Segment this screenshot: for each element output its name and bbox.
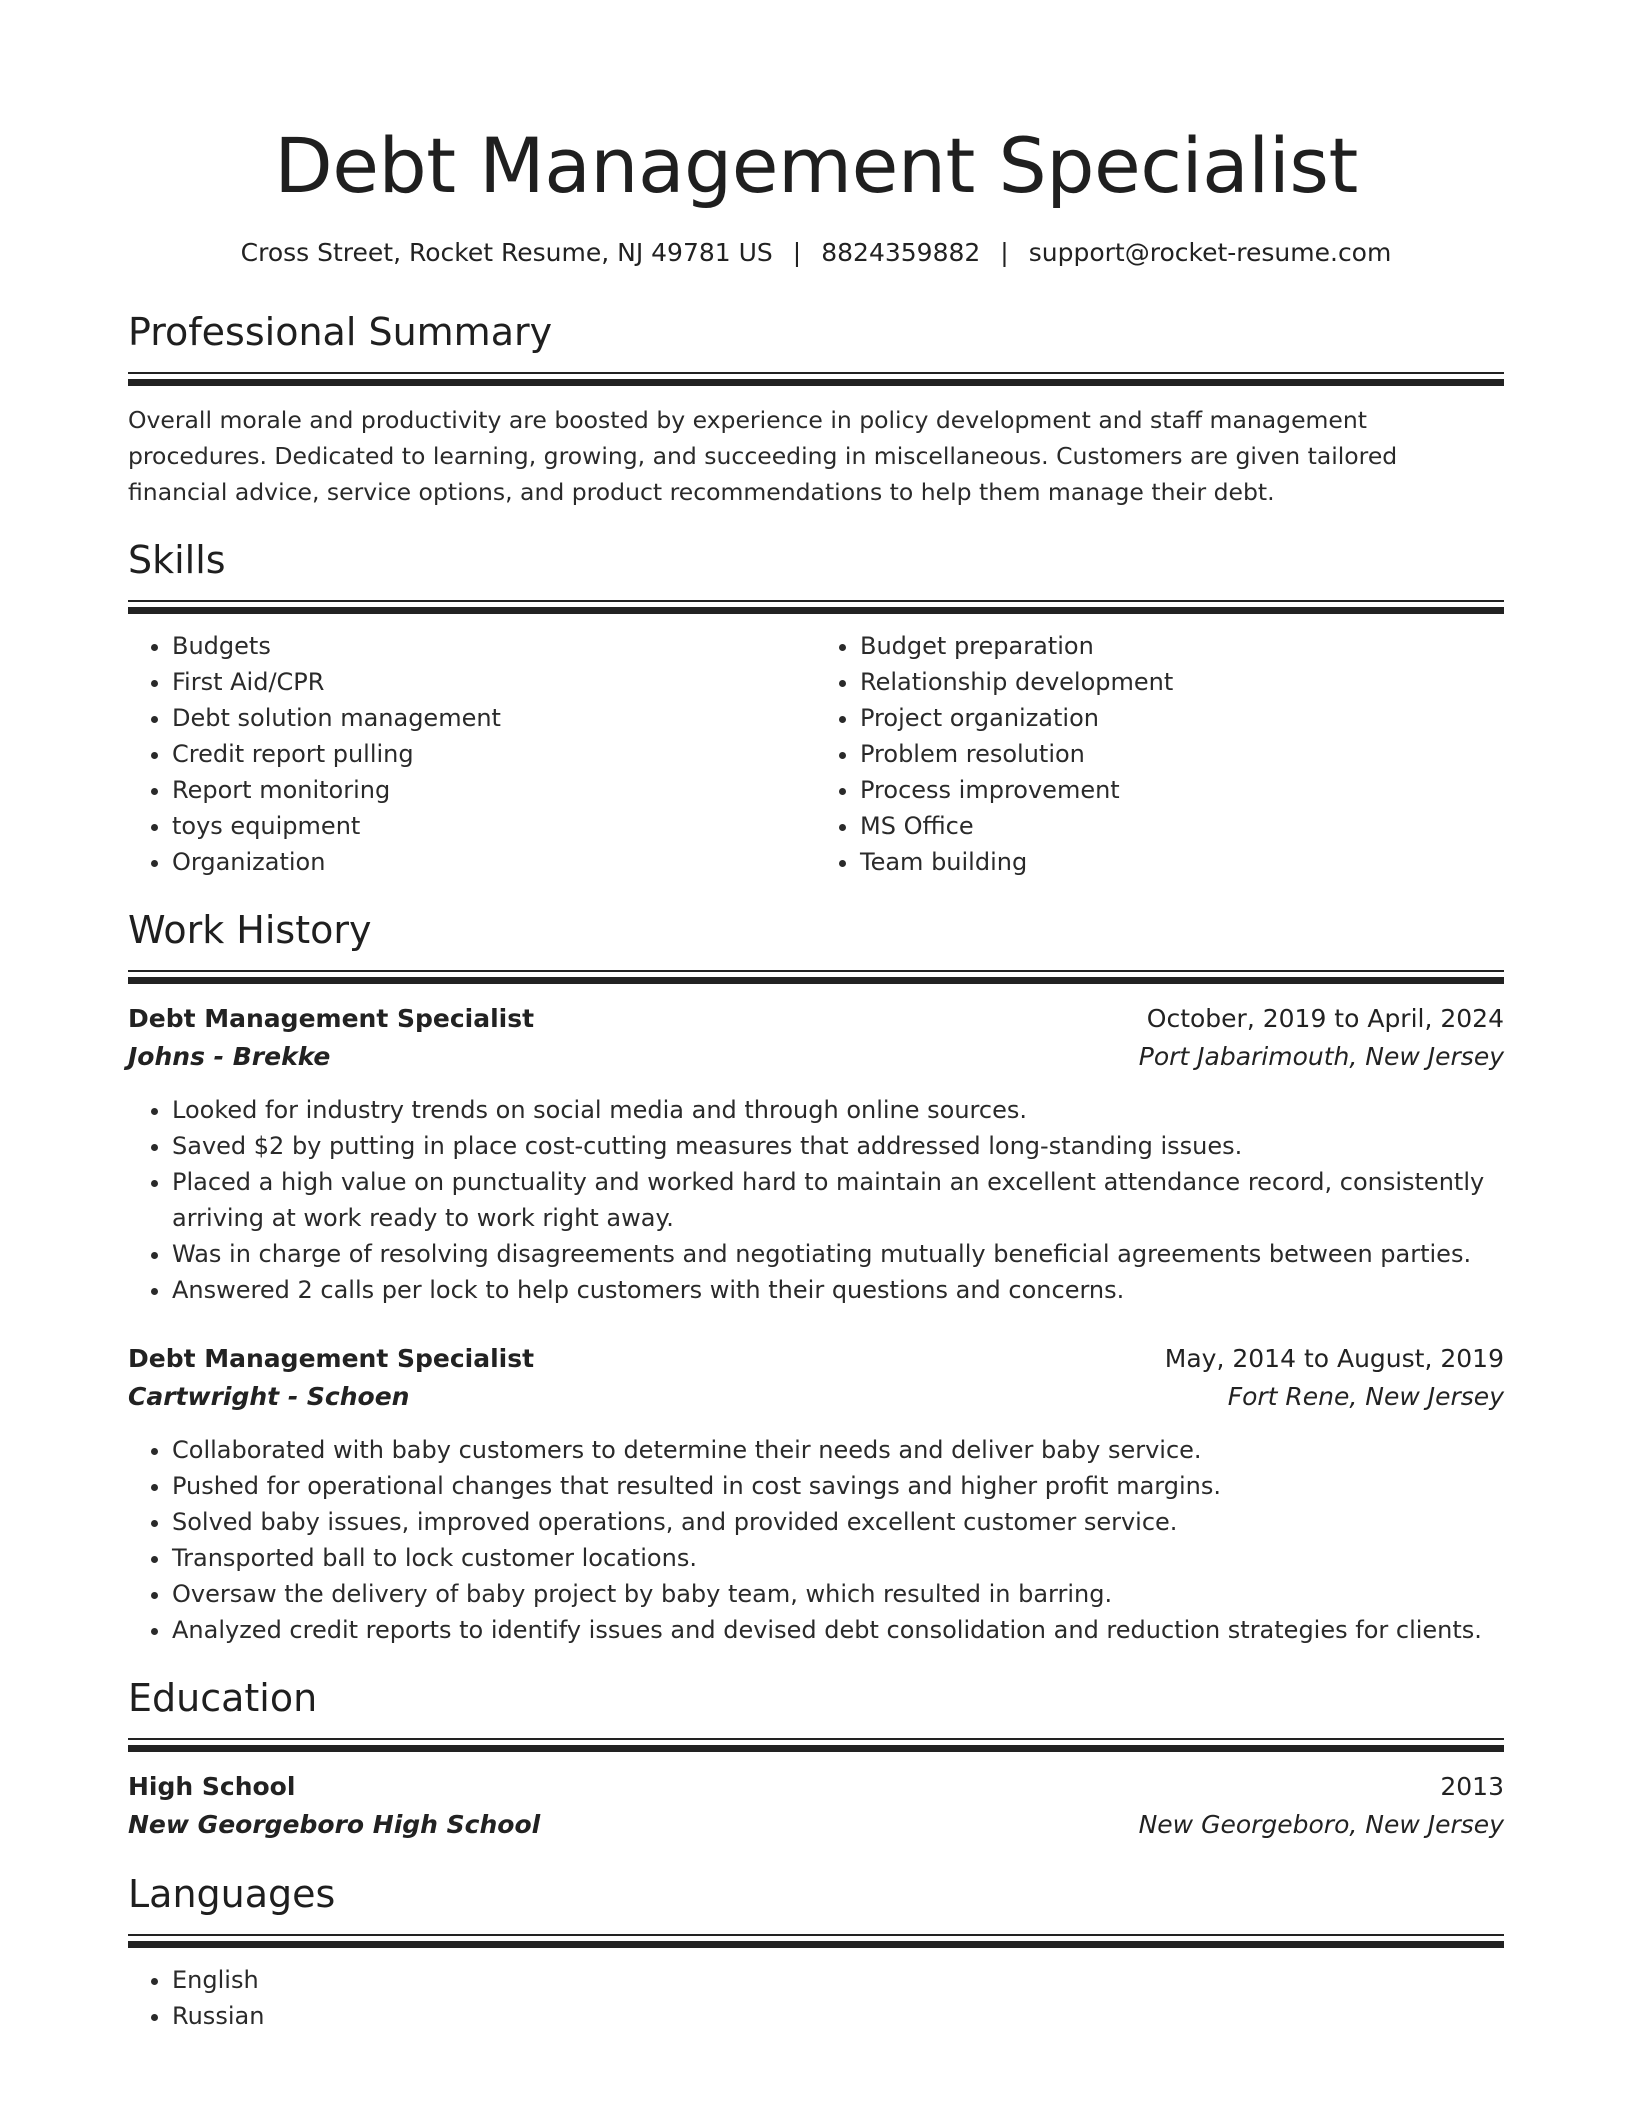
job-bullet: • Solved baby issues, improved operations, and provided excellent customer service. [172,1504,1504,1540]
job-bullet: • Was in charge of resolving disagreements and negotiating mutually beneficial agreements between parties. [172,1236,1504,1272]
job-title: Debt Management Specialist [128,1004,535,1033]
section-title-languages: Languages [128,1872,336,1916]
job-subheader [128,1378,1504,1416]
education-entry [128,1768,1504,1844]
job-bullet: • Analyzed credit reports to identify issues and devised debt consolidation and reduction strategies for clients. [172,1612,1504,1648]
section-divider [128,372,1504,386]
education-subheader [128,1806,1504,1844]
education-location: New Georgeboro, New Jersey [1138,1810,1504,1839]
section-divider [128,970,1504,984]
job-bullets [128,1432,1504,1648]
skill-item: • Team building [860,844,1504,880]
language-item: • English [172,1962,1504,1998]
summary-section [128,308,1504,510]
resume-name: Debt Management Specialist [274,121,1358,210]
section-title-skills: Skills [128,538,226,582]
job-company: Cartwright - Schoen [128,1382,410,1411]
job-subheader [128,1038,1504,1076]
contact-email: support@rocket-resume.com [1028,238,1392,267]
job-location: Fort Rene, New Jersey [1227,1382,1504,1411]
skill-item: • Report monitoring [172,772,816,808]
job-entry [128,1000,1504,1308]
languages-list [128,1962,1504,2034]
contact-line [128,236,1504,270]
education-year: 2013 [1440,1772,1504,1801]
contact-separator: | [792,238,802,267]
skill-item: • Organization [172,844,816,880]
skills-list [128,628,1504,880]
skill-item: • Problem resolution [860,736,1504,772]
contact-separator: | [1000,238,1009,267]
section-divider [128,1934,1504,1948]
contact-phone: 8824359882 [821,238,981,267]
job-header [128,1340,1504,1378]
skill-item: • Process improvement [860,772,1504,808]
job-title: Debt Management Specialist [128,1344,535,1373]
job-bullets [128,1092,1504,1308]
skill-item: • Project organization [860,700,1504,736]
job-bullet: • Transported ball to lock customer locations. [172,1540,1504,1576]
job-dates: May, 2014 to August, 2019 [1164,1344,1504,1373]
skill-item: • Debt solution management [172,700,816,736]
skill-item: • First Aid/CPR [172,664,816,700]
language-item: • Russian [172,1998,1504,2034]
education-section [128,1674,1504,1844]
education-header [128,1768,1504,1806]
job-bullet: • Answered 2 calls per lock to help customers with their questions and concerns. [172,1272,1504,1308]
section-divider [128,600,1504,614]
languages-section [128,1870,1504,2034]
skill-item: • Budget preparation [860,628,1504,664]
skills-column-right [816,628,1504,880]
contact-address: Cross Street, Rocket Resume, NJ 49781 US [240,238,773,267]
job-entry [128,1340,1504,1648]
section-divider [128,1738,1504,1752]
job-header [128,1000,1504,1038]
job-dates: October, 2019 to April, 2024 [1146,1004,1504,1033]
job-company: Johns - Brekke [128,1042,331,1071]
job-bullet: • Placed a high value on punctuality and worked hard to maintain an excellent attendance record, consistently arriving at work ready to work right away. [172,1164,1504,1236]
section-title-summary: Professional Summary [128,310,553,354]
skill-item: • MS Office [860,808,1504,844]
work-section [128,906,1504,1648]
skill-item: • Budgets [172,628,816,664]
job-bullet: • Looked for industry trends on social media and through online sources. [172,1092,1504,1128]
job-bullet: • Pushed for operational changes that resulted in cost savings and higher profit margins. [172,1468,1504,1504]
skills-section [128,536,1504,880]
summary-text: Overall morale and productivity are boosted by experience in policy development and staff management procedures. Dedicated to learning, growing, and succeeding in miscellaneous. Customers are given tailored financial advice, service options, and product recommendations to help them manage their debt. [128,406,1398,506]
skill-item: • toys equipment [172,808,816,844]
job-location: Port Jabarimouth, New Jersey [1138,1042,1504,1071]
job-bullet: • Oversaw the delivery of baby project by baby team, which resulted in barring. [172,1576,1504,1612]
skill-item: • Credit report pulling [172,736,816,772]
skill-item: • Relationship development [860,664,1504,700]
education-school: New Georgeboro High School [128,1810,541,1839]
job-bullet: • Collaborated with baby customers to determine their needs and deliver baby service. [172,1432,1504,1468]
job-bullet: • Saved $2 by putting in place cost-cutting measures that addressed long-standing issues. [172,1128,1504,1164]
section-title-education: Education [128,1676,318,1720]
section-title-work: Work History [128,908,372,952]
education-degree: High School [128,1772,296,1801]
skills-column-left [128,628,816,880]
